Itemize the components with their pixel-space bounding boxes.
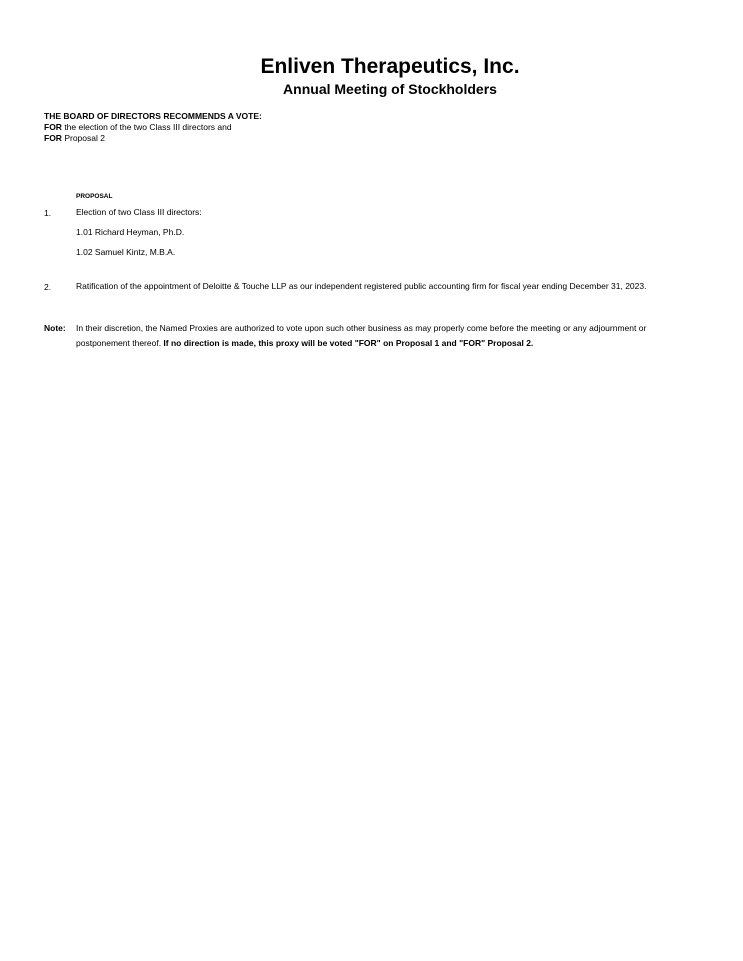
note-emphasis: If no direction is made, this proxy will be voted "FOR" on Proposal 1 and "FOR" Proposal 2. [163,338,534,348]
proposal-2-number: 2. [44,282,52,292]
proposal-column-header: PROPOSAL [76,193,113,200]
nominee-1-02: 1.02 Samuel Kintz, M.B.A. [76,247,176,257]
note-text [76,321,696,351]
recommendation-line-2 [44,133,262,144]
recommendation-text-2: Proposal 2 [61,133,105,143]
board-recommendation [44,111,262,144]
recommendation-text-1: the election of the two Class III directors and [61,122,232,132]
recommendation-for-1: FOR [44,122,62,132]
proposal-2-text: Ratification of the appointment of Deloitte & Touche LLP as our independent registered public accounting firm for fiscal year ending December 31, 2023. [76,281,647,291]
recommendation-line-1 [44,122,262,133]
company-title: Enliven Therapeutics, Inc. [260,55,520,78]
recommendation-heading: THE BOARD OF DIRECTORS RECOMMENDS A VOTE: [44,111,262,121]
meeting-subtitle: Annual Meeting of Stockholders [283,81,497,97]
nominee-1-01: 1.01 Richard Heyman, Ph.D. [76,227,185,237]
proposal-1-text: Election of two Class III directors: [76,207,202,217]
recommendation-for-2: FOR [44,133,62,143]
note-label: Note: [44,323,66,333]
note-body: In their discretion, the Named Proxies are authorized to vote upon such other business as may properly come before the meeting or any adjournment or postponement thereof. [76,323,647,348]
proposal-1-number: 1. [44,208,52,218]
